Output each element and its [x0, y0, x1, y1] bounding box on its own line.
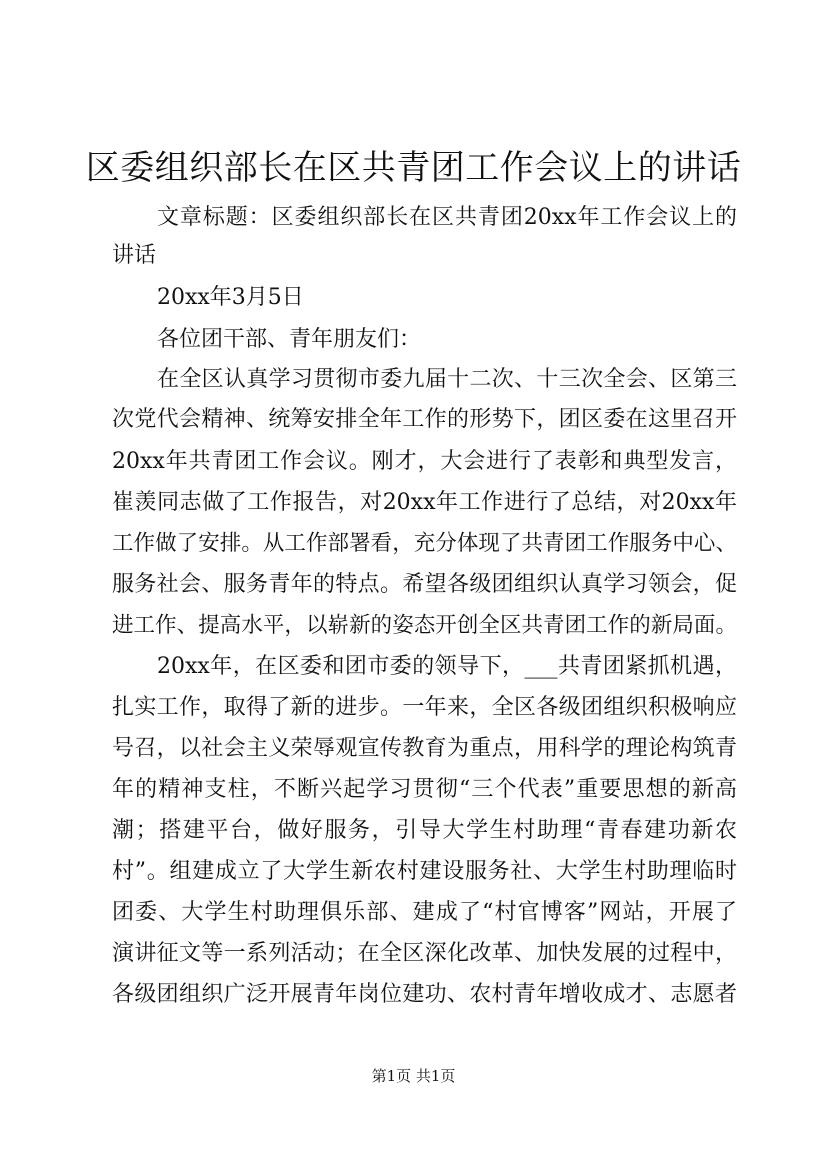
paragraph-line: 团委、大学生村助理俱乐部、建成了“村官博客”网站，开展了 [112, 900, 737, 925]
paragraph-line: 服务社会、服务青年的特点。希望各级团组织认真学习领会，促 [112, 572, 737, 597]
paragraph-line: 在全区认真学习贯彻市委九届十二次、十三次全会、区第三 [157, 367, 737, 392]
paragraph-line: 崔羡同志做了工作报告，对20xx年工作进行了总结，对20xx年 [112, 490, 737, 515]
paragraph-line: 进工作、提高水平，以崭新的姿态开创全区共青团工作的新局面。 [112, 613, 737, 638]
paragraph-line: 扎实工作，取得了新的进步。一年来，全区各级团组织积极响应 [112, 695, 737, 720]
document-title: 区委组织部长在区共青团工作会议上的讲话 [85, 148, 742, 188]
paragraph-line: 文章标题：区委组织部长在区共青团20xx年工作会议上的 [157, 205, 737, 230]
paragraph-line: 讲话 [112, 243, 157, 268]
paragraph-line: 20xx年共青团工作会议。刚才，大会进行了表彰和典型发言， [112, 449, 737, 474]
paragraph-line: 次党代会精神、统筹安排全年工作的形势下，团区委在这里召开 [112, 407, 737, 432]
paragraph-line: 工作做了安排。从工作部署看，充分体现了共青团工作服务中心、 [112, 531, 737, 556]
page-number-footer: 第1页 共1页 [371, 1067, 456, 1085]
paragraph-line: 20xx年，在区委和团市委的领导下，___共青团紧抓机遇， [157, 654, 737, 679]
date-line: 20xx年3月5日 [157, 285, 304, 310]
paragraph-line: 号召，以社会主义荣辱观宣传教育为重点，用科学的理论构筑青 [112, 736, 737, 761]
paragraph-line: 演讲征文等一系列活动；在全区深化改革、加快发展的过程中， [112, 941, 737, 966]
salutation-line: 各位团干部、青年朋友们： [157, 327, 422, 352]
paragraph-line: 村”。组建成立了大学生新农村建设服务社、大学生村助理临时 [112, 859, 737, 884]
paragraph-line: 潮；搭建平台，做好服务，引导大学生村助理“青春建功新农 [112, 818, 737, 843]
paragraph-line: 年的精神支柱，不断兴起学习贯彻“三个代表”重要思想的新高 [112, 777, 737, 802]
paragraph-line: 各级团组织广泛开展青年岗位建功、农村青年增收成才、志愿者 [112, 982, 737, 1007]
